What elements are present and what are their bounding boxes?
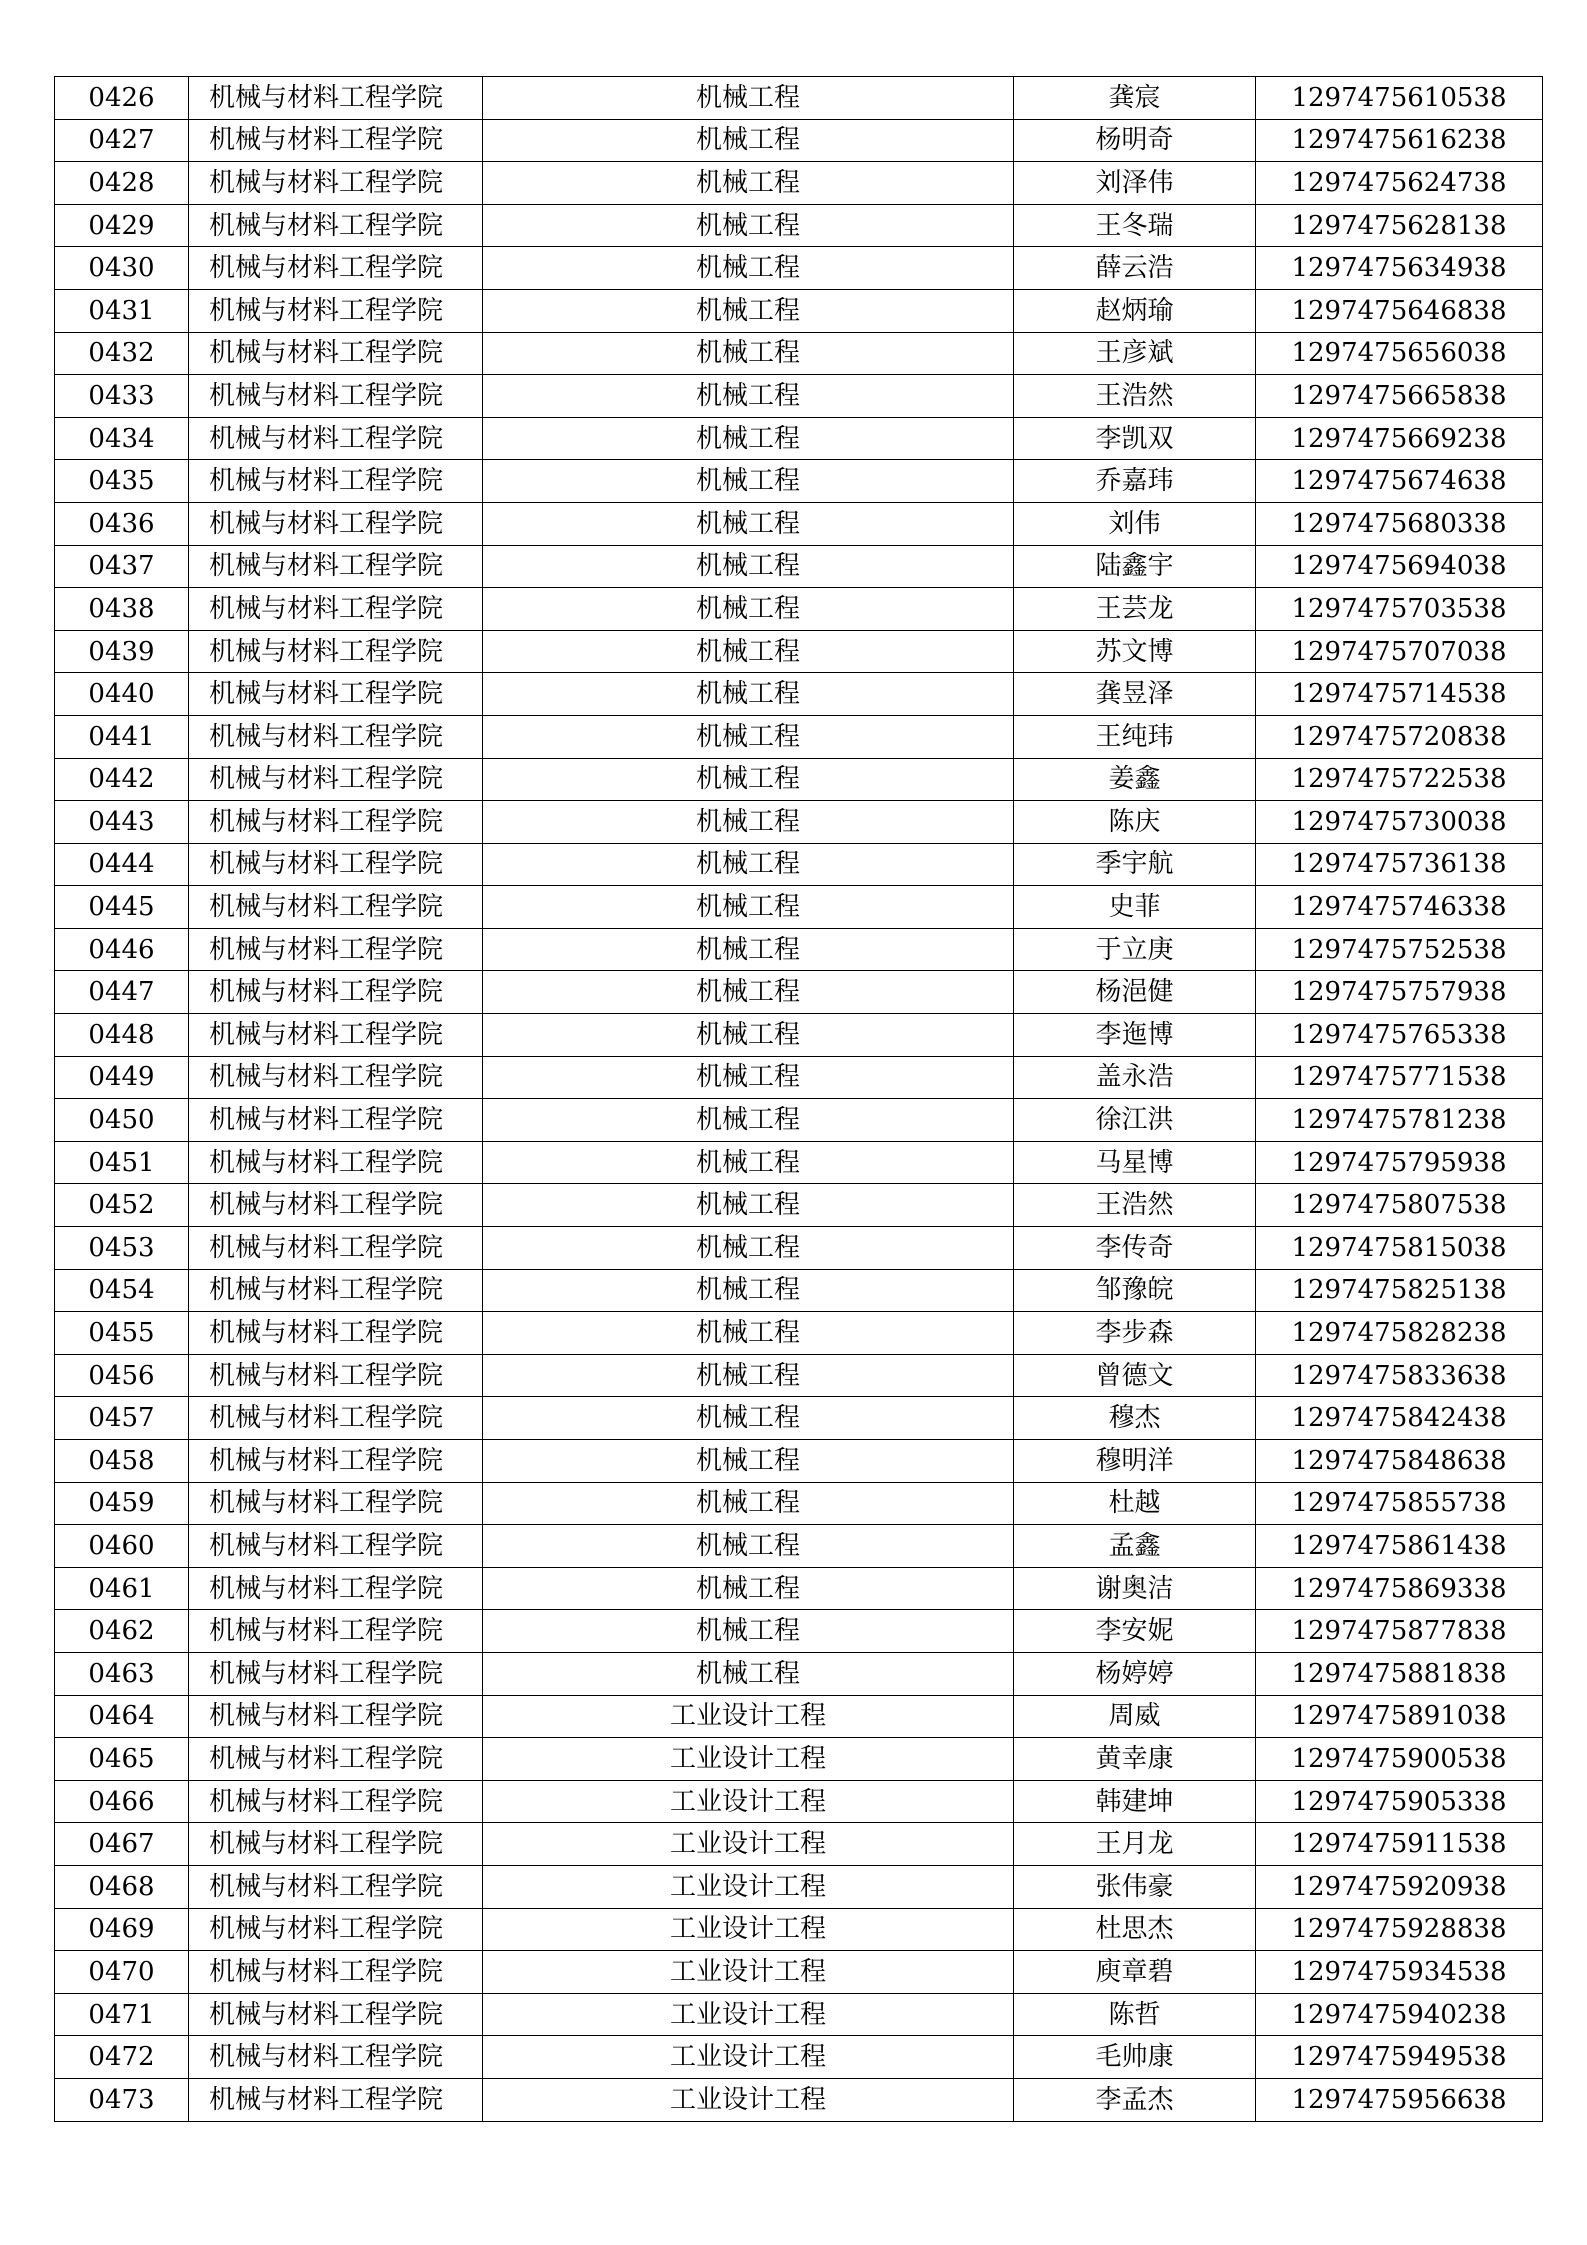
student-name-cell: 黄幸康 <box>1014 1738 1256 1781</box>
candidate-id-cell: 1297475634938 <box>1256 247 1543 290</box>
candidate-id-cell: 1297475891038 <box>1256 1695 1543 1738</box>
major-cell: 机械工程 <box>483 1312 1014 1355</box>
candidate-id-cell: 1297475911538 <box>1256 1823 1543 1866</box>
major-cell: 工业设计工程 <box>483 2036 1014 2079</box>
table-row <box>55 1056 1543 1099</box>
row-number-cell: 0431 <box>55 289 189 332</box>
major-cell: 机械工程 <box>483 758 1014 801</box>
student-name-cell: 马星博 <box>1014 1141 1256 1184</box>
row-number-cell: 0458 <box>55 1440 189 1483</box>
table-row <box>55 1951 1543 1994</box>
row-number-cell: 0454 <box>55 1269 189 1312</box>
major-cell: 机械工程 <box>483 715 1014 758</box>
table-row <box>55 588 1543 631</box>
table-row <box>55 1141 1543 1184</box>
student-name-cell: 乔嘉玮 <box>1014 460 1256 503</box>
major-cell: 机械工程 <box>483 1525 1014 1568</box>
college-cell: 机械与材料工程学院 <box>189 1652 483 1695</box>
candidate-id-cell: 1297475949538 <box>1256 2036 1543 2079</box>
student-name-cell: 苏文博 <box>1014 630 1256 673</box>
major-cell: 机械工程 <box>483 247 1014 290</box>
college-cell: 机械与材料工程学院 <box>189 289 483 332</box>
college-cell: 机械与材料工程学院 <box>189 1014 483 1057</box>
candidate-id-cell: 1297475881838 <box>1256 1652 1543 1695</box>
table-row <box>55 1993 1543 2036</box>
table-row <box>55 119 1543 162</box>
row-number-cell: 0467 <box>55 1823 189 1866</box>
college-cell: 机械与材料工程学院 <box>189 1269 483 1312</box>
table-row <box>55 502 1543 545</box>
college-cell: 机械与材料工程学院 <box>189 715 483 758</box>
major-cell: 机械工程 <box>483 630 1014 673</box>
row-number-cell: 0464 <box>55 1695 189 1738</box>
student-name-cell: 周威 <box>1014 1695 1256 1738</box>
candidate-id-cell: 1297475807538 <box>1256 1184 1543 1227</box>
major-cell: 机械工程 <box>483 1440 1014 1483</box>
row-number-cell: 0469 <box>55 1908 189 1951</box>
student-name-cell: 杜思杰 <box>1014 1908 1256 1951</box>
row-number-cell: 0460 <box>55 1525 189 1568</box>
table-row <box>55 1823 1543 1866</box>
table-row <box>55 1184 1543 1227</box>
student-name-cell: 谢奥洁 <box>1014 1567 1256 1610</box>
major-cell: 机械工程 <box>483 1610 1014 1653</box>
row-number-cell: 0452 <box>55 1184 189 1227</box>
student-name-cell: 毛帅康 <box>1014 2036 1256 2079</box>
student-name-cell: 曾德文 <box>1014 1354 1256 1397</box>
major-cell: 机械工程 <box>483 204 1014 247</box>
student-name-cell: 于立庚 <box>1014 928 1256 971</box>
table-row <box>55 630 1543 673</box>
student-name-cell: 龚宸 <box>1014 77 1256 120</box>
major-cell: 机械工程 <box>483 545 1014 588</box>
college-cell: 机械与材料工程学院 <box>189 204 483 247</box>
candidate-id-cell: 1297475869338 <box>1256 1567 1543 1610</box>
student-name-cell: 李传奇 <box>1014 1227 1256 1270</box>
row-number-cell: 0437 <box>55 545 189 588</box>
row-number-cell: 0442 <box>55 758 189 801</box>
college-cell: 机械与材料工程学院 <box>189 1695 483 1738</box>
college-cell: 机械与材料工程学院 <box>189 2036 483 2079</box>
row-number-cell: 0449 <box>55 1056 189 1099</box>
major-cell: 工业设计工程 <box>483 1908 1014 1951</box>
major-cell: 工业设计工程 <box>483 1993 1014 2036</box>
table-row <box>55 1482 1543 1525</box>
college-cell: 机械与材料工程学院 <box>189 247 483 290</box>
college-cell: 机械与材料工程学院 <box>189 1184 483 1227</box>
candidate-id-cell: 1297475730038 <box>1256 801 1543 844</box>
table-row <box>55 1525 1543 1568</box>
table-row <box>55 673 1543 716</box>
candidate-id-cell: 1297475833638 <box>1256 1354 1543 1397</box>
college-cell: 机械与材料工程学院 <box>189 1908 483 1951</box>
major-cell: 机械工程 <box>483 502 1014 545</box>
student-name-cell: 刘伟 <box>1014 502 1256 545</box>
student-name-cell: 龚昱泽 <box>1014 673 1256 716</box>
major-cell: 机械工程 <box>483 375 1014 418</box>
candidate-id-cell: 1297475752538 <box>1256 928 1543 971</box>
row-number-cell: 0465 <box>55 1738 189 1781</box>
table-row <box>55 1865 1543 1908</box>
row-number-cell: 0440 <box>55 673 189 716</box>
major-cell: 机械工程 <box>483 289 1014 332</box>
row-number-cell: 0453 <box>55 1227 189 1270</box>
table-body <box>55 77 1543 2122</box>
table-row <box>55 971 1543 1014</box>
college-cell: 机械与材料工程学院 <box>189 886 483 929</box>
student-name-cell: 张伟豪 <box>1014 1865 1256 1908</box>
student-name-cell: 穆明洋 <box>1014 1440 1256 1483</box>
row-number-cell: 0470 <box>55 1951 189 1994</box>
student-name-cell: 陈哲 <box>1014 1993 1256 2036</box>
student-name-cell: 赵炳瑜 <box>1014 289 1256 332</box>
major-cell: 工业设计工程 <box>483 1865 1014 1908</box>
student-name-cell: 史菲 <box>1014 886 1256 929</box>
candidate-id-cell: 1297475825138 <box>1256 1269 1543 1312</box>
row-number-cell: 0435 <box>55 460 189 503</box>
college-cell: 机械与材料工程学院 <box>189 971 483 1014</box>
college-cell: 机械与材料工程学院 <box>189 1056 483 1099</box>
college-cell: 机械与材料工程学院 <box>189 502 483 545</box>
student-name-cell: 陈庆 <box>1014 801 1256 844</box>
table-row <box>55 1440 1543 1483</box>
college-cell: 机械与材料工程学院 <box>189 417 483 460</box>
candidate-id-cell: 1297475928838 <box>1256 1908 1543 1951</box>
college-cell: 机械与材料工程学院 <box>189 77 483 120</box>
major-cell: 机械工程 <box>483 1652 1014 1695</box>
major-cell: 机械工程 <box>483 332 1014 375</box>
table-row <box>55 1652 1543 1695</box>
major-cell: 机械工程 <box>483 928 1014 971</box>
table-row <box>55 1312 1543 1355</box>
table-row <box>55 1099 1543 1142</box>
candidate-id-cell: 1297475920938 <box>1256 1865 1543 1908</box>
candidate-id-cell: 1297475855738 <box>1256 1482 1543 1525</box>
college-cell: 机械与材料工程学院 <box>189 162 483 205</box>
college-cell: 机械与材料工程学院 <box>189 460 483 503</box>
student-name-cell: 邹豫皖 <box>1014 1269 1256 1312</box>
row-number-cell: 0427 <box>55 119 189 162</box>
major-cell: 工业设计工程 <box>483 1695 1014 1738</box>
major-cell: 工业设计工程 <box>483 1780 1014 1823</box>
candidate-id-cell: 1297475757938 <box>1256 971 1543 1014</box>
candidate-id-cell: 1297475669238 <box>1256 417 1543 460</box>
major-cell: 工业设计工程 <box>483 1823 1014 1866</box>
student-name-cell: 刘泽伟 <box>1014 162 1256 205</box>
row-number-cell: 0430 <box>55 247 189 290</box>
student-name-cell: 薛云浩 <box>1014 247 1256 290</box>
row-number-cell: 0466 <box>55 1780 189 1823</box>
major-cell: 机械工程 <box>483 1269 1014 1312</box>
college-cell: 机械与材料工程学院 <box>189 1227 483 1270</box>
major-cell: 机械工程 <box>483 1099 1014 1142</box>
student-name-cell: 韩建坤 <box>1014 1780 1256 1823</box>
candidate-id-cell: 1297475877838 <box>1256 1610 1543 1653</box>
candidate-id-cell: 1297475900538 <box>1256 1738 1543 1781</box>
row-number-cell: 0432 <box>55 332 189 375</box>
candidate-id-cell: 1297475956638 <box>1256 2078 1543 2121</box>
student-name-cell: 李迤博 <box>1014 1014 1256 1057</box>
major-cell: 机械工程 <box>483 1014 1014 1057</box>
student-name-cell: 王浩然 <box>1014 1184 1256 1227</box>
college-cell: 机械与材料工程学院 <box>189 375 483 418</box>
row-number-cell: 0461 <box>55 1567 189 1610</box>
major-cell: 机械工程 <box>483 1184 1014 1227</box>
major-cell: 机械工程 <box>483 417 1014 460</box>
student-name-cell: 季宇航 <box>1014 843 1256 886</box>
candidate-id-cell: 1297475746338 <box>1256 886 1543 929</box>
college-cell: 机械与材料工程学院 <box>189 1482 483 1525</box>
college-cell: 机械与材料工程学院 <box>189 1312 483 1355</box>
student-name-cell: 李凯双 <box>1014 417 1256 460</box>
table-row <box>55 1397 1543 1440</box>
row-number-cell: 0457 <box>55 1397 189 1440</box>
table-row <box>55 332 1543 375</box>
student-name-cell: 徐江洪 <box>1014 1099 1256 1142</box>
student-name-cell: 王冬瑞 <box>1014 204 1256 247</box>
college-cell: 机械与材料工程学院 <box>189 1993 483 2036</box>
candidate-id-cell: 1297475781238 <box>1256 1099 1543 1142</box>
student-name-cell: 李步森 <box>1014 1312 1256 1355</box>
candidate-id-cell: 1297475765338 <box>1256 1014 1543 1057</box>
major-cell: 机械工程 <box>483 801 1014 844</box>
college-cell: 机械与材料工程学院 <box>189 2078 483 2121</box>
college-cell: 机械与材料工程学院 <box>189 119 483 162</box>
table-row <box>55 1695 1543 1738</box>
row-number-cell: 0462 <box>55 1610 189 1653</box>
college-cell: 机械与材料工程学院 <box>189 1397 483 1440</box>
college-cell: 机械与材料工程学院 <box>189 758 483 801</box>
student-name-cell: 王浩然 <box>1014 375 1256 418</box>
row-number-cell: 0443 <box>55 801 189 844</box>
student-name-cell: 盖永浩 <box>1014 1056 1256 1099</box>
candidate-id-cell: 1297475861438 <box>1256 1525 1543 1568</box>
college-cell: 机械与材料工程学院 <box>189 801 483 844</box>
table-row <box>55 928 1543 971</box>
candidate-id-cell: 1297475934538 <box>1256 1951 1543 1994</box>
table-row <box>55 758 1543 801</box>
table-row <box>55 1567 1543 1610</box>
college-cell: 机械与材料工程学院 <box>189 1780 483 1823</box>
table-row <box>55 843 1543 886</box>
row-number-cell: 0426 <box>55 77 189 120</box>
student-name-cell: 杨婷婷 <box>1014 1652 1256 1695</box>
candidate-id-cell: 1297475722538 <box>1256 758 1543 801</box>
major-cell: 机械工程 <box>483 1056 1014 1099</box>
table-row <box>55 289 1543 332</box>
candidate-id-cell: 1297475848638 <box>1256 1440 1543 1483</box>
college-cell: 机械与材料工程学院 <box>189 1823 483 1866</box>
major-cell: 工业设计工程 <box>483 1951 1014 1994</box>
student-name-cell: 李孟杰 <box>1014 2078 1256 2121</box>
row-number-cell: 0472 <box>55 2036 189 2079</box>
student-name-cell: 孟鑫 <box>1014 1525 1256 1568</box>
student-name-cell: 李安妮 <box>1014 1610 1256 1653</box>
college-cell: 机械与材料工程学院 <box>189 1440 483 1483</box>
candidate-id-cell: 1297475707038 <box>1256 630 1543 673</box>
candidate-id-cell: 1297475940238 <box>1256 1993 1543 2036</box>
major-cell: 机械工程 <box>483 673 1014 716</box>
row-number-cell: 0455 <box>55 1312 189 1355</box>
row-number-cell: 0447 <box>55 971 189 1014</box>
major-cell: 机械工程 <box>483 971 1014 1014</box>
candidate-id-cell: 1297475842438 <box>1256 1397 1543 1440</box>
college-cell: 机械与材料工程学院 <box>189 1141 483 1184</box>
table-row <box>55 204 1543 247</box>
candidate-id-cell: 1297475665838 <box>1256 375 1543 418</box>
college-cell: 机械与材料工程学院 <box>189 630 483 673</box>
row-number-cell: 0436 <box>55 502 189 545</box>
row-number-cell: 0471 <box>55 1993 189 2036</box>
table-row <box>55 715 1543 758</box>
major-cell: 机械工程 <box>483 886 1014 929</box>
table-row <box>55 162 1543 205</box>
student-name-cell: 姜鑫 <box>1014 758 1256 801</box>
table-row <box>55 417 1543 460</box>
college-cell: 机械与材料工程学院 <box>189 1099 483 1142</box>
candidate-id-cell: 1297475720838 <box>1256 715 1543 758</box>
major-cell: 机械工程 <box>483 588 1014 631</box>
table-row <box>55 1227 1543 1270</box>
candidate-id-cell: 1297475736138 <box>1256 843 1543 886</box>
candidate-id-cell: 1297475628138 <box>1256 204 1543 247</box>
major-cell: 机械工程 <box>483 1482 1014 1525</box>
major-cell: 机械工程 <box>483 1227 1014 1270</box>
candidate-id-cell: 1297475795938 <box>1256 1141 1543 1184</box>
row-number-cell: 0445 <box>55 886 189 929</box>
student-name-cell: 杨浥健 <box>1014 971 1256 1014</box>
student-name-cell: 王彦斌 <box>1014 332 1256 375</box>
table-row <box>55 375 1543 418</box>
student-name-cell: 庾章碧 <box>1014 1951 1256 1994</box>
candidate-id-cell: 1297475828238 <box>1256 1312 1543 1355</box>
college-cell: 机械与材料工程学院 <box>189 588 483 631</box>
candidate-id-cell: 1297475694038 <box>1256 545 1543 588</box>
student-name-cell: 杜越 <box>1014 1482 1256 1525</box>
row-number-cell: 0450 <box>55 1099 189 1142</box>
table-row <box>55 1908 1543 1951</box>
table-row <box>55 886 1543 929</box>
college-cell: 机械与材料工程学院 <box>189 545 483 588</box>
row-number-cell: 0446 <box>55 928 189 971</box>
table-row <box>55 1014 1543 1057</box>
college-cell: 机械与材料工程学院 <box>189 673 483 716</box>
row-number-cell: 0468 <box>55 1865 189 1908</box>
college-cell: 机械与材料工程学院 <box>189 1354 483 1397</box>
table-row <box>55 801 1543 844</box>
row-number-cell: 0441 <box>55 715 189 758</box>
candidate-id-cell: 1297475771538 <box>1256 1056 1543 1099</box>
college-cell: 机械与材料工程学院 <box>189 843 483 886</box>
candidate-id-cell: 1297475646838 <box>1256 289 1543 332</box>
table-row <box>55 1780 1543 1823</box>
major-cell: 机械工程 <box>483 1141 1014 1184</box>
candidate-id-cell: 1297475703538 <box>1256 588 1543 631</box>
candidate-id-cell: 1297475714538 <box>1256 673 1543 716</box>
major-cell: 工业设计工程 <box>483 2078 1014 2121</box>
table-row <box>55 1354 1543 1397</box>
candidate-id-cell: 1297475905338 <box>1256 1780 1543 1823</box>
student-name-cell: 王纯玮 <box>1014 715 1256 758</box>
table-row <box>55 77 1543 120</box>
college-cell: 机械与材料工程学院 <box>189 1738 483 1781</box>
major-cell: 机械工程 <box>483 843 1014 886</box>
row-number-cell: 0438 <box>55 588 189 631</box>
candidate-id-cell: 1297475815038 <box>1256 1227 1543 1270</box>
table-row <box>55 1610 1543 1653</box>
candidate-id-cell: 1297475674638 <box>1256 460 1543 503</box>
student-name-cell: 陆鑫宇 <box>1014 545 1256 588</box>
row-number-cell: 0448 <box>55 1014 189 1057</box>
row-number-cell: 0463 <box>55 1652 189 1695</box>
candidate-id-cell: 1297475624738 <box>1256 162 1543 205</box>
row-number-cell: 0473 <box>55 2078 189 2121</box>
college-cell: 机械与材料工程学院 <box>189 1610 483 1653</box>
college-cell: 机械与材料工程学院 <box>189 1525 483 1568</box>
row-number-cell: 0451 <box>55 1141 189 1184</box>
student-name-cell: 王芸龙 <box>1014 588 1256 631</box>
row-number-cell: 0434 <box>55 417 189 460</box>
row-number-cell: 0459 <box>55 1482 189 1525</box>
candidate-id-cell: 1297475610538 <box>1256 77 1543 120</box>
student-name-cell: 穆杰 <box>1014 1397 1256 1440</box>
row-number-cell: 0456 <box>55 1354 189 1397</box>
candidate-id-cell: 1297475616238 <box>1256 119 1543 162</box>
major-cell: 工业设计工程 <box>483 1738 1014 1781</box>
admission-list-table <box>54 76 1543 2122</box>
student-name-cell: 杨明奇 <box>1014 119 1256 162</box>
row-number-cell: 0429 <box>55 204 189 247</box>
row-number-cell: 0428 <box>55 162 189 205</box>
row-number-cell: 0439 <box>55 630 189 673</box>
college-cell: 机械与材料工程学院 <box>189 332 483 375</box>
table-row <box>55 1738 1543 1781</box>
table-row <box>55 2036 1543 2079</box>
major-cell: 机械工程 <box>483 77 1014 120</box>
college-cell: 机械与材料工程学院 <box>189 1865 483 1908</box>
major-cell: 机械工程 <box>483 1567 1014 1610</box>
major-cell: 机械工程 <box>483 162 1014 205</box>
table-row <box>55 247 1543 290</box>
table-row <box>55 1269 1543 1312</box>
major-cell: 机械工程 <box>483 119 1014 162</box>
major-cell: 机械工程 <box>483 460 1014 503</box>
major-cell: 机械工程 <box>483 1354 1014 1397</box>
major-cell: 机械工程 <box>483 1397 1014 1440</box>
college-cell: 机械与材料工程学院 <box>189 1567 483 1610</box>
table-row <box>55 460 1543 503</box>
table-row <box>55 545 1543 588</box>
row-number-cell: 0433 <box>55 375 189 418</box>
row-number-cell: 0444 <box>55 843 189 886</box>
student-name-cell: 王月龙 <box>1014 1823 1256 1866</box>
table-row <box>55 2078 1543 2121</box>
candidate-id-cell: 1297475656038 <box>1256 332 1543 375</box>
college-cell: 机械与材料工程学院 <box>189 928 483 971</box>
college-cell: 机械与材料工程学院 <box>189 1951 483 1994</box>
candidate-id-cell: 1297475680338 <box>1256 502 1543 545</box>
